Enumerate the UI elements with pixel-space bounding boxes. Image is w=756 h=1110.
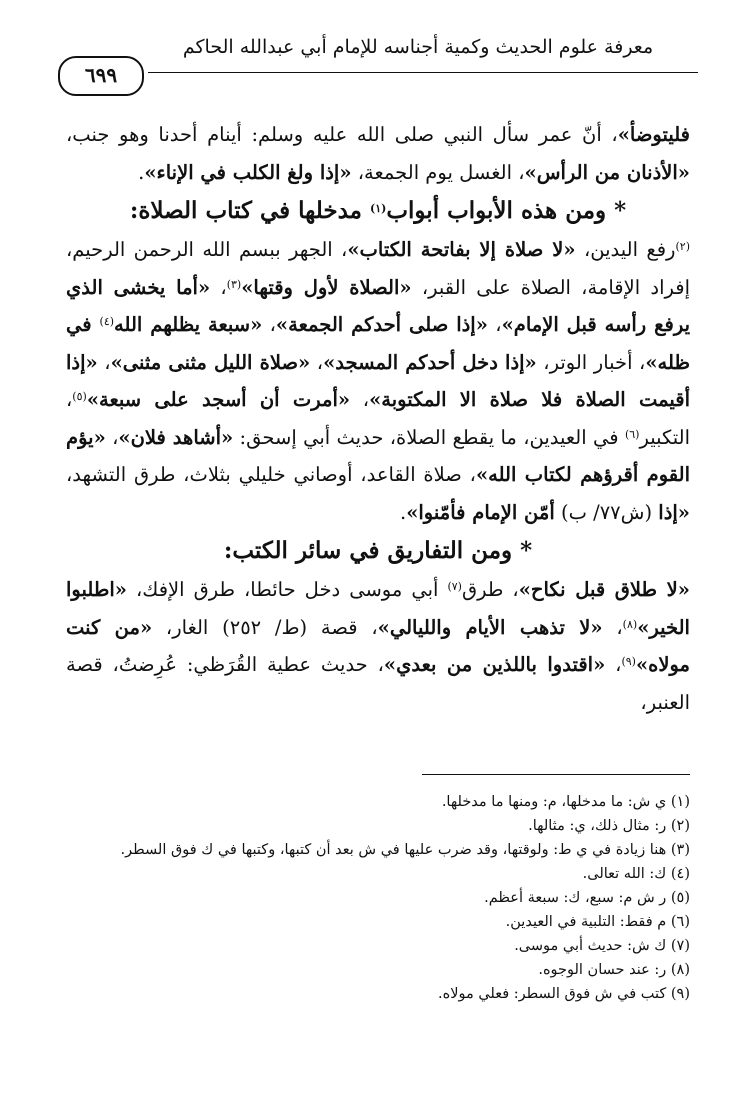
- footnote: (١) ي ش: ما مدخلها، م: ومنها ما مدخلها.: [441, 794, 690, 810]
- text-run: في العيدين، ما يقطع الصلاة، حديث أبي إسحق:: [233, 425, 625, 449]
- hadith-quote: «لا تذهب الأيام والليالي»: [377, 615, 603, 639]
- footnote-ref: (٦): [624, 427, 640, 441]
- footnote: (٥) ر ش م: سبع، ك: سبعة أعظم.: [484, 890, 690, 906]
- hadith-quote: «اقتدوا باللذين من بعدي»: [383, 653, 606, 676]
- text-run: ، طرق: [461, 578, 519, 601]
- footnote-ref: (١): [370, 202, 387, 215]
- text-run: ، الغسل يوم الجمعة،: [351, 160, 525, 184]
- text-run: ، التكبير: [66, 388, 690, 449]
- page-number: ٦٩٩: [58, 56, 144, 96]
- hadith-quote: «سبعة يظلهم الله: [114, 313, 263, 336]
- hadith-quote: «لا صلاة إلا بفاتحة الكتاب»: [347, 238, 576, 261]
- hadith-quote: أمّن الإمام فأمّنوا»: [406, 500, 555, 524]
- text-run: ، قصة (ط/ ٢٥٢) الغار،: [152, 615, 378, 639]
- hadith-quote: «اطلبوا الخير»: [66, 578, 690, 639]
- hadith-quote: «إذا: [658, 500, 690, 524]
- hadith-quote: «صلاة الليل مثنى مثنى»: [110, 350, 311, 374]
- heading-text: * ومن هذه الأبواب أبواب: [386, 197, 627, 224]
- footnote-ref: (٨): [622, 617, 638, 631]
- hadith-quote: «الأذنان من الرأس»: [524, 160, 690, 184]
- main-text: [66, 116, 690, 721]
- text-run: ، حديث عطية القُرَظي: عُرِضتُ، قصة العنبر،: [66, 653, 690, 714]
- text-run: ، الجهر ببسم الله الرحمن الرحيم، إفراد الإقامة، الصلاة على القبر،: [66, 238, 690, 299]
- text-run: ،: [210, 275, 227, 299]
- footnote: (٦) م فقط: التلبية في العيدين.: [505, 914, 690, 930]
- hadith-quote: «إذا ولغ الكلب في الإناء»: [144, 160, 352, 184]
- text-run: ،: [605, 653, 622, 676]
- text-run: ،: [602, 615, 623, 639]
- manuscript-ref: (ش٧٧/ ب): [554, 500, 659, 524]
- footnotes-list: [66, 790, 690, 1006]
- section-heading-1: [66, 191, 690, 231]
- paragraph-3: [66, 571, 690, 721]
- header-rule: [148, 72, 698, 73]
- paragraph-2: [66, 231, 690, 531]
- hadith-quote: «أشاهد فلان»: [118, 425, 234, 449]
- hadith-quote: فليتوضأ»: [617, 123, 690, 146]
- text-run: .: [400, 500, 407, 524]
- footnote-separator: [422, 774, 690, 775]
- hadith-quote: «إذا صلى أحدكم الجمعة»: [275, 313, 488, 336]
- hadith-quote: «لا طلاق قبل نكاح»: [518, 578, 690, 601]
- hadith-quote: «يؤم القوم أقرؤهم لكتاب الله»: [66, 425, 691, 486]
- footnote: (٣) هنا زيادة في ي ط: ولوقتها، وقد ضرب عليها في ش بعد أن كتبها، وكتبها في ك فوق السطر.: [120, 842, 690, 858]
- hadith-quote: في ظله»: [66, 313, 690, 374]
- text-run: ، أنّ عمر سأل النبي صلى الله عليه وسلم: أينام أحدنا وهو جنب،: [66, 123, 618, 146]
- text-run: .: [138, 160, 145, 184]
- text-run: ، صلاة القاعد، أوصاني خليلي بثلاث، طرق التشهد،: [66, 463, 476, 486]
- heading-text: مدخلها في كتاب الصلاة:: [129, 197, 371, 224]
- text-run: ، أخبار الوتر،: [536, 350, 646, 374]
- paragraph-1: [66, 116, 690, 191]
- footnote-ref: (٩): [621, 655, 636, 668]
- running-title: معرفة علوم الحديث وكمية أجناسه للإمام أبي عبدالله الحاكم: [182, 36, 654, 58]
- footnote-ref: (٤): [99, 315, 115, 328]
- hadith-quote: «إذا أقيمت الصلاة فلا صلاة الا المكتوبة»: [66, 350, 690, 411]
- hadith-quote: «إذا دخل أحدكم المسجد»: [323, 350, 537, 374]
- page-header: [58, 36, 698, 96]
- text-run: أبي موسى دخل حائطا، طرق الإفك،: [126, 578, 448, 601]
- text-run: رفع اليدين،: [575, 238, 676, 261]
- text-run: ،: [262, 313, 276, 336]
- text-run: ،: [310, 350, 324, 374]
- footnote-ref: (٧): [447, 580, 462, 593]
- footnote-ref: (٣): [226, 277, 242, 291]
- footnote: (٤) ك: الله تعالى.: [582, 866, 690, 882]
- footnote: (٢) ر: مثال ذلك، ي: مثالها.: [528, 818, 690, 834]
- hadith-quote: «أمرت أن أسجد على سبعة»: [86, 388, 351, 411]
- text-run: ،: [97, 350, 111, 374]
- footnote: (٨) ر: عند حسان الوجوه.: [538, 962, 690, 978]
- hadith-quote: «من كنت مولاه»: [66, 615, 690, 676]
- footnote: (٩) كتب في ش فوق السطر: فعلي مولاه.: [437, 986, 690, 1002]
- footnote: (٧) ك ش: حديث أبي موسى.: [514, 938, 690, 954]
- footnote-ref: (٥): [72, 390, 87, 403]
- hadith-quote: «الصلاة لأول وقتها»: [241, 275, 412, 299]
- footnote-ref: (٢): [675, 240, 690, 253]
- text-run: ،: [350, 388, 370, 411]
- hadith-quote: «أما يخشى الذي يرفع رأسه قبل الإمام»: [66, 275, 691, 336]
- section-heading-2: * ومن التفاريق في سائر الكتب:: [223, 537, 533, 564]
- text-run: ،: [105, 425, 119, 449]
- text-run: ،: [487, 313, 502, 336]
